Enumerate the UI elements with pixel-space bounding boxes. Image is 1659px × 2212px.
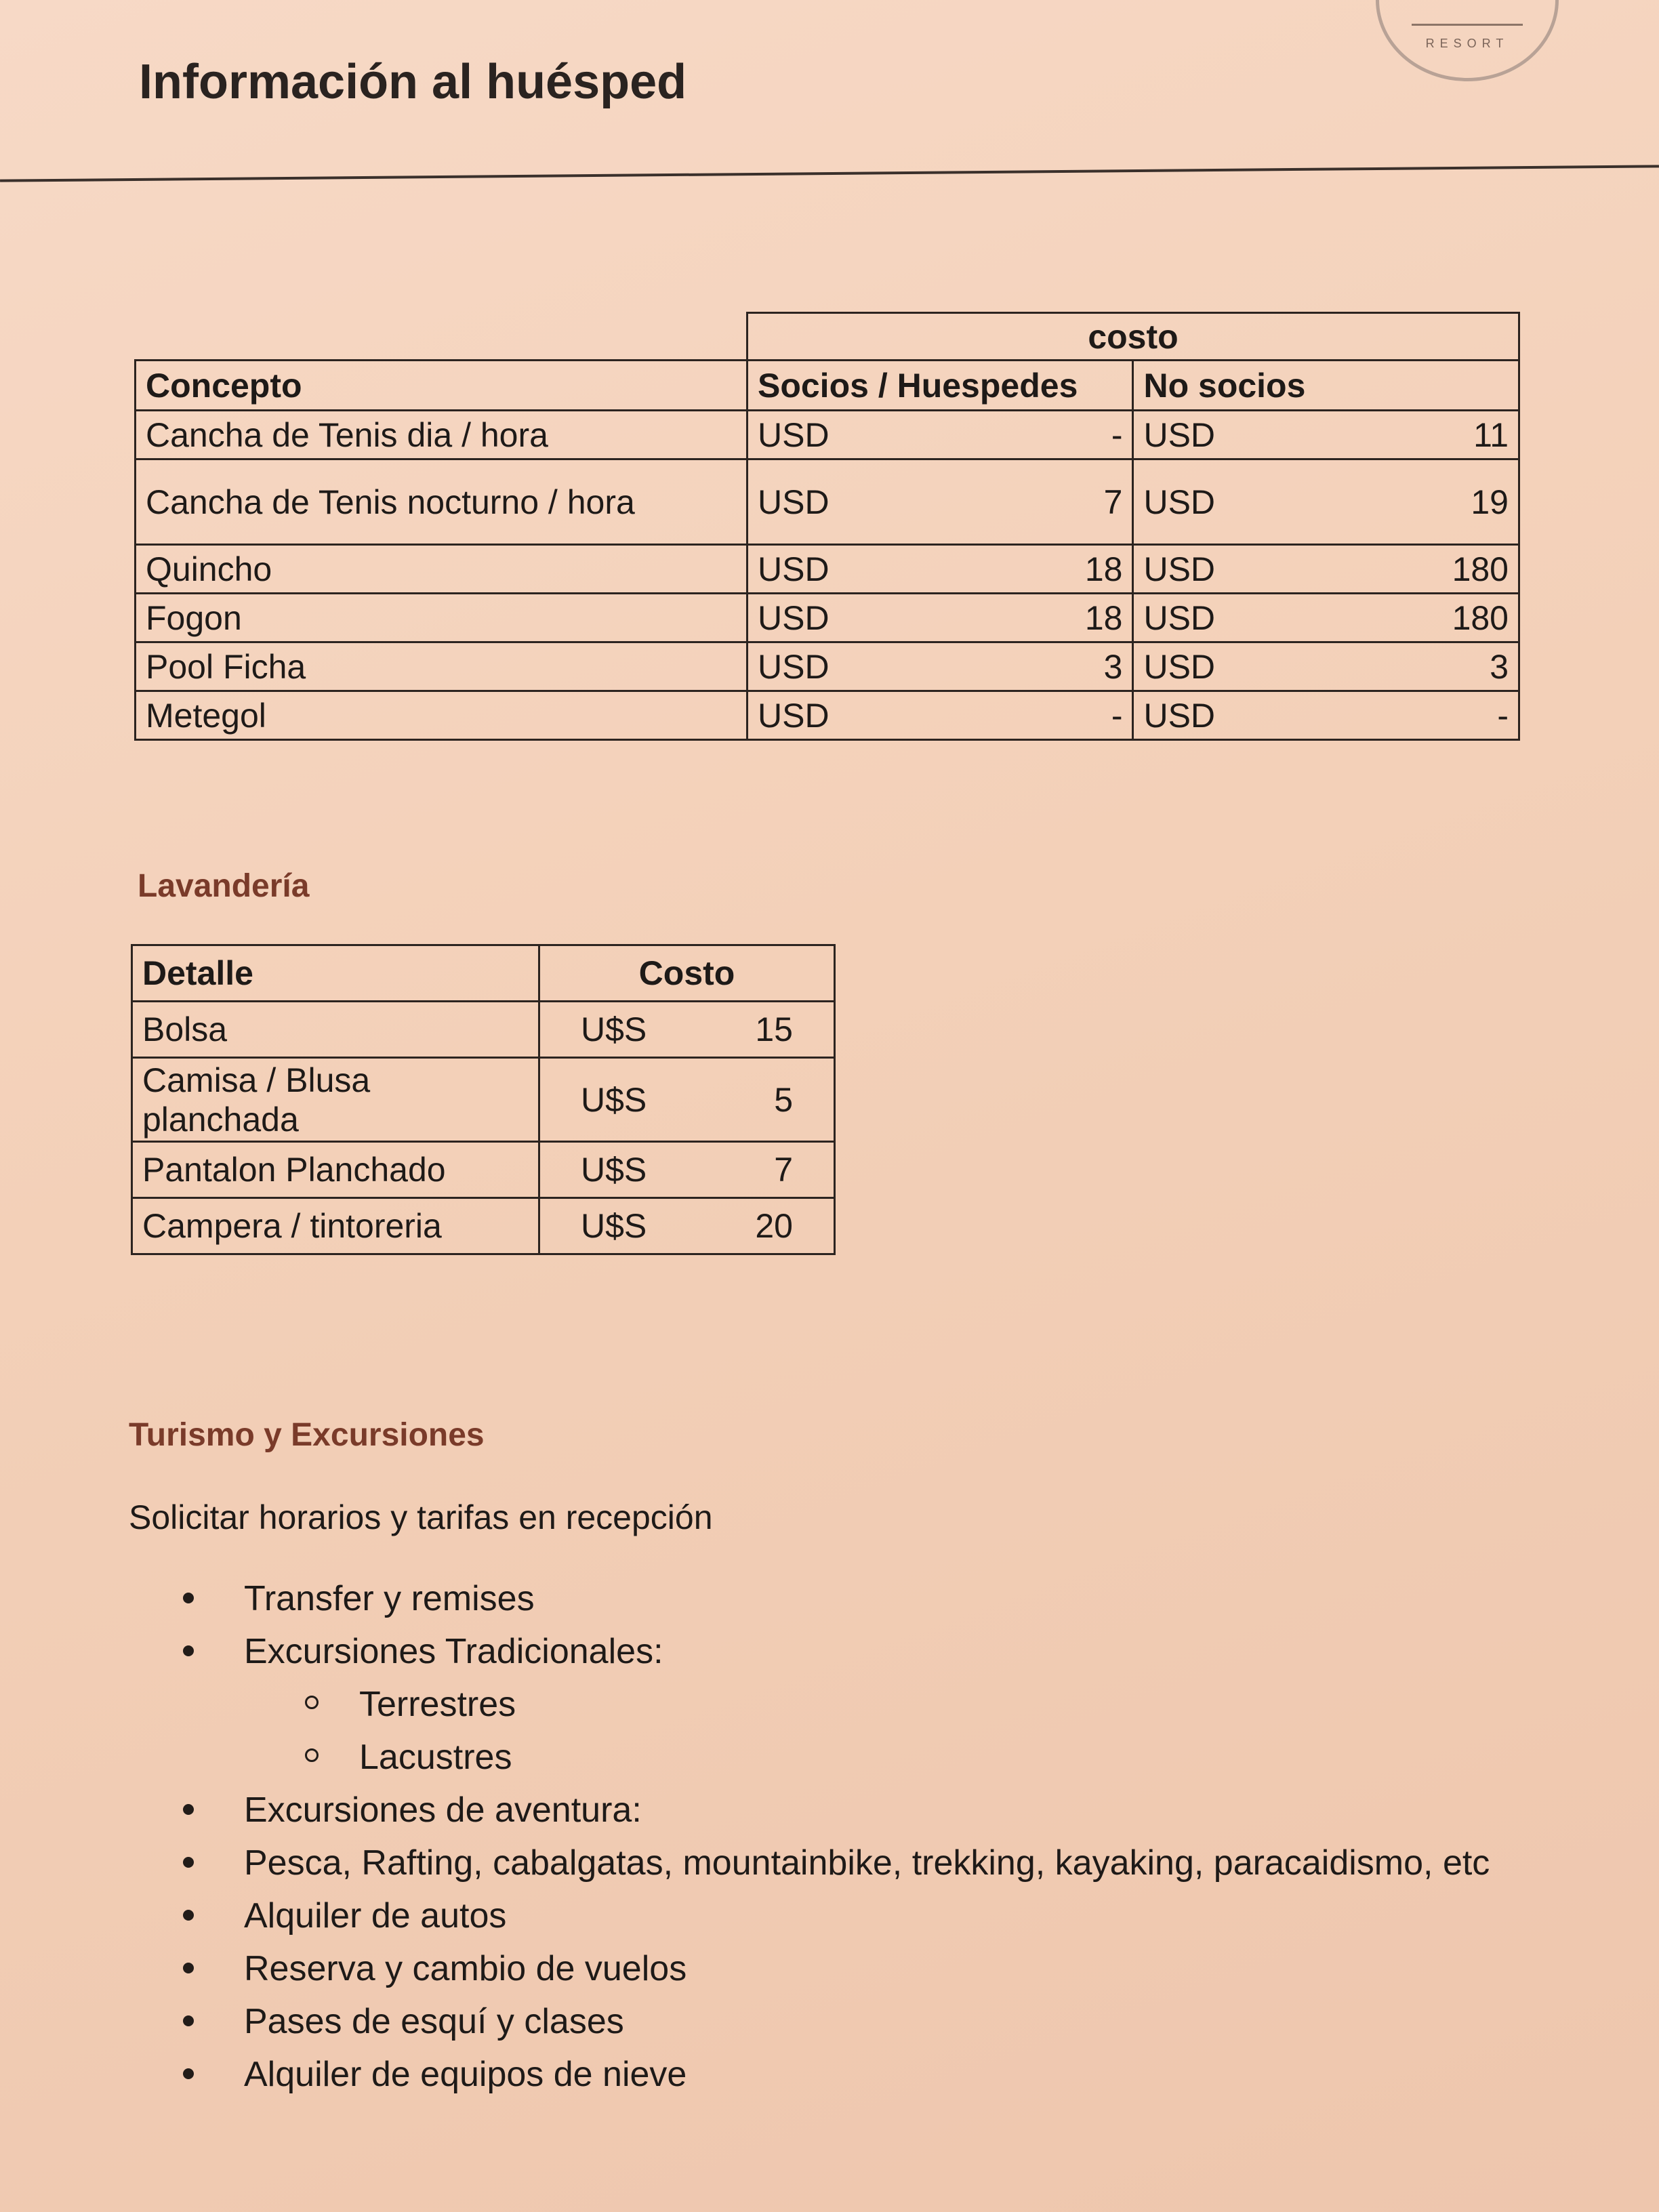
sub-list-item xyxy=(183,1731,1626,1784)
header-rule xyxy=(0,165,1659,182)
value-cell: 7 xyxy=(707,1142,834,1198)
value-cell: 5 xyxy=(707,1058,834,1142)
tourism-list xyxy=(183,1572,1626,2101)
laundry-section-title: Lavandería xyxy=(138,868,310,904)
currency-cell: U$S xyxy=(539,1142,708,1198)
tourism-intro: Solicitar horarios y tarifas en recepción xyxy=(129,1498,713,1536)
currency-cell: USD xyxy=(1133,545,1358,594)
bullet-icon xyxy=(183,1645,194,1656)
empty-corner-cell xyxy=(136,313,747,361)
resort-logo xyxy=(1376,0,1559,81)
tourism-section-title: Turismo y Excursiones xyxy=(129,1417,485,1453)
bullet-icon xyxy=(183,1857,194,1868)
sub-list-item xyxy=(183,1678,1626,1731)
table-row xyxy=(132,1058,835,1142)
list-item-text: Terrestres xyxy=(359,1685,516,1724)
currency-cell: USD xyxy=(747,594,972,642)
detail-column-header: Detalle xyxy=(132,945,539,1002)
value-cell: 18 xyxy=(972,545,1133,594)
table-group-header-row xyxy=(136,313,1519,361)
concept-cell: Fogon xyxy=(136,594,747,642)
list-item-text: Transfer y remises xyxy=(244,1579,535,1618)
table-row xyxy=(132,1198,835,1254)
bullet-icon xyxy=(183,2015,194,2026)
non-members-column-header: No socios xyxy=(1133,361,1519,411)
item-cell: Campera / tintoreria xyxy=(132,1198,539,1254)
services-cost-table xyxy=(134,312,1520,741)
list-item xyxy=(183,1837,1626,1889)
table-header-row xyxy=(136,361,1519,411)
bullet-icon xyxy=(183,1963,194,1973)
currency-cell: U$S xyxy=(539,1002,708,1058)
list-item xyxy=(183,1572,1626,1625)
list-item-text: Excursiones Tradicionales: xyxy=(244,1632,663,1671)
laundry-cost-table xyxy=(131,944,836,1255)
currency-cell: USD xyxy=(747,642,972,691)
currency-cell: USD xyxy=(747,691,972,740)
currency-cell: USD xyxy=(1133,642,1358,691)
list-item-text: Alquiler de autos xyxy=(244,1896,507,1936)
table-row xyxy=(136,691,1519,740)
table-row xyxy=(136,642,1519,691)
list-item xyxy=(183,2048,1626,2101)
list-item xyxy=(183,1995,1626,2048)
value-cell: 7 xyxy=(972,459,1133,545)
bullet-icon xyxy=(183,1593,194,1603)
value-cell: 18 xyxy=(972,594,1133,642)
page-title: Información al huésped xyxy=(139,55,687,109)
table-row xyxy=(136,411,1519,459)
list-item-text: Alquiler de equipos de nieve xyxy=(244,2055,687,2094)
concept-column-header: Concepto xyxy=(136,361,747,411)
logo-text: RESORT xyxy=(1425,37,1509,50)
value-cell: 3 xyxy=(1358,642,1519,691)
list-item-text: Lacustres xyxy=(359,1738,512,1777)
list-item xyxy=(183,1625,1626,1678)
value-cell: 11 xyxy=(1358,411,1519,459)
list-item-text: Reserva y cambio de vuelos xyxy=(244,1949,687,1988)
table-row xyxy=(132,1002,835,1058)
hollow-bullet-icon xyxy=(305,1696,319,1709)
value-cell: 20 xyxy=(707,1198,834,1254)
concept-cell: Cancha de Tenis dia / hora xyxy=(136,411,747,459)
currency-cell: USD xyxy=(747,545,972,594)
currency-cell: USD xyxy=(1133,459,1358,545)
list-item-text: Pases de esquí y clases xyxy=(244,2002,624,2041)
members-column-header: Socios / Huespedes xyxy=(747,361,1132,411)
item-cell: Pantalon Planchado xyxy=(132,1142,539,1198)
hollow-bullet-icon xyxy=(305,1748,319,1762)
concept-cell: Metegol xyxy=(136,691,747,740)
currency-cell: USD xyxy=(747,411,972,459)
currency-cell: U$S xyxy=(539,1058,708,1142)
bullet-icon xyxy=(183,2068,194,2079)
table-row xyxy=(136,459,1519,545)
list-item-text: Excursiones de aventura: xyxy=(244,1790,642,1830)
currency-cell: USD xyxy=(747,459,972,545)
bullet-icon xyxy=(183,1804,194,1815)
cost-group-header: costo xyxy=(747,313,1519,361)
list-item xyxy=(183,1942,1626,1995)
currency-cell: U$S xyxy=(539,1198,708,1254)
cost-column-header: Costo xyxy=(539,945,835,1002)
value-cell: 180 xyxy=(1358,545,1519,594)
item-cell: Camisa / Blusa planchada xyxy=(132,1058,539,1142)
value-cell: - xyxy=(972,691,1133,740)
bullet-icon xyxy=(183,1910,194,1921)
value-cell: - xyxy=(972,411,1133,459)
list-item xyxy=(183,1889,1626,1942)
table-row xyxy=(132,1142,835,1198)
item-cell: Bolsa xyxy=(132,1002,539,1058)
table-row xyxy=(136,545,1519,594)
value-cell: 15 xyxy=(707,1002,834,1058)
logo-divider xyxy=(1412,24,1523,26)
value-cell: 19 xyxy=(1358,459,1519,545)
currency-cell: USD xyxy=(1133,691,1358,740)
value-cell: - xyxy=(1358,691,1519,740)
list-item-text: Pesca, Rafting, cabalgatas, mountainbike, trekking, kayaking, paracaidismo, etc xyxy=(244,1843,1490,1883)
currency-cell: USD xyxy=(1133,594,1358,642)
concept-cell: Pool Ficha xyxy=(136,642,747,691)
value-cell: 3 xyxy=(972,642,1133,691)
list-item xyxy=(183,1784,1626,1837)
value-cell: 180 xyxy=(1358,594,1519,642)
concept-cell: Cancha de Tenis nocturno / hora xyxy=(136,459,747,545)
table-row xyxy=(136,594,1519,642)
table-header-row xyxy=(132,945,835,1002)
currency-cell: USD xyxy=(1133,411,1358,459)
concept-cell: Quincho xyxy=(136,545,747,594)
